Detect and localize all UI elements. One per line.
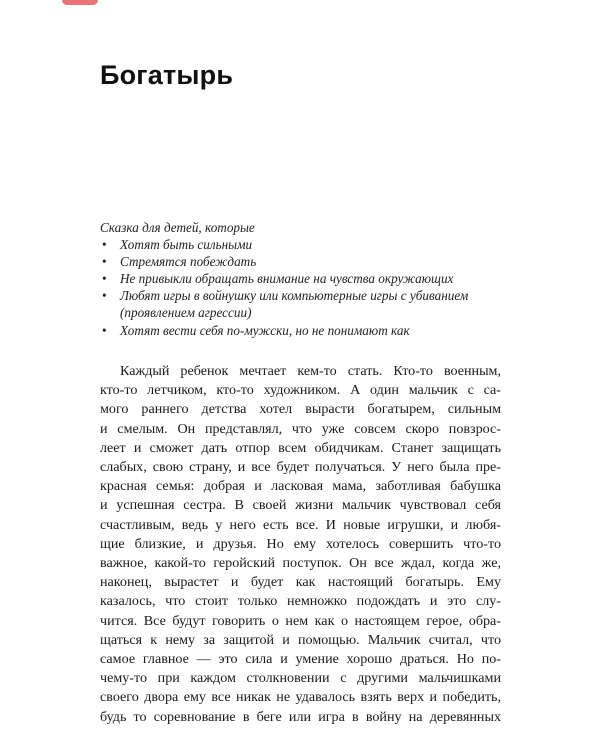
list-item-text: Хотят быть сильными: [120, 237, 253, 253]
list-item: [100, 322, 500, 339]
page-corner-tab: [62, 0, 98, 5]
chapter-title: Богатырь: [100, 60, 234, 90]
story-paragraph: [100, 362, 501, 727]
text-line: наконец, вырастет и будет как настоящий богатырь. Ему: [100, 574, 501, 591]
text-line: и смелым. Он представлял, что уже совсем скоро повзрос-: [100, 420, 501, 437]
bullet-icon: •: [102, 254, 107, 270]
list-item-text: Любят игры в войнушку или компьютерные игры с убиванием: [120, 288, 469, 304]
intro-lead: Сказка для детей, которые: [100, 220, 255, 235]
bullet-icon: •: [102, 271, 107, 287]
list-item: [100, 253, 500, 270]
bullet-icon: •: [102, 288, 107, 304]
text-line: щие близкие, и друзья. Но ему хотелось совершить что-то: [100, 535, 501, 552]
text-line: щаться к нему за защитой и помощью. Мальчик считал, что: [100, 631, 501, 648]
audience-list: [100, 236, 500, 339]
list-item: [100, 236, 500, 253]
text-line: кто-то летчиком, кто-то художником. А один мальчик с са-: [100, 382, 501, 399]
bullet-icon: •: [102, 322, 107, 338]
text-line: счастливым, ведь у него есть все. И новые игрушки, и любя-: [100, 516, 501, 533]
text-line: леет и сможет дать отпор всем обидчикам. Станет защищать: [100, 439, 501, 456]
text-line: важное, какой-то геройский поступок. Он все ждал, когда же,: [100, 555, 501, 572]
text-line: красная семья: добрая и ласковая мама, заботливая бабушка: [100, 478, 501, 495]
text-line: казалось, что стоит только немножко подождать и это слу-: [100, 593, 501, 610]
text-line: своего двора ему все никак не удавалось взять верх и победить,: [100, 689, 501, 706]
list-item: [100, 270, 500, 287]
text-line: Каждый ребенок мечтает кем-то стать. Кто-то военным,: [120, 363, 501, 379]
text-line: слабых, свою страну, и все будет получаться. У него была пре-: [100, 459, 501, 476]
list-item-text: Не привыкли обращать внимание на чувства окружающих: [120, 271, 454, 287]
text-line: будь то соревнование в беге или игра в войну на деревянных: [100, 708, 501, 725]
list-item-text: Стремятся побеждать: [120, 254, 257, 270]
text-line: самое главное — это сила и умение хорошо драться. Но по-: [100, 651, 501, 668]
text-line: чится. Все будут говорить о нем как о настоящем герое, обра-: [100, 612, 501, 629]
bullet-icon: •: [102, 237, 107, 253]
text-line: чему-то при каждом столкновении с другими мальчишками: [100, 670, 501, 687]
text-line: и успешная сестра. В своей жизни мальчик чувствовал себя: [100, 497, 501, 514]
list-item-text-continued: (проявлением агрессии): [120, 305, 252, 321]
text-line: мого раннего детства хотел вырасти богатырем, сильным: [100, 401, 501, 418]
list-item: [100, 287, 500, 321]
tale-intro: [100, 219, 500, 339]
list-item-text: Хотят вести себя по-мужски, но не понимают как: [120, 322, 410, 338]
